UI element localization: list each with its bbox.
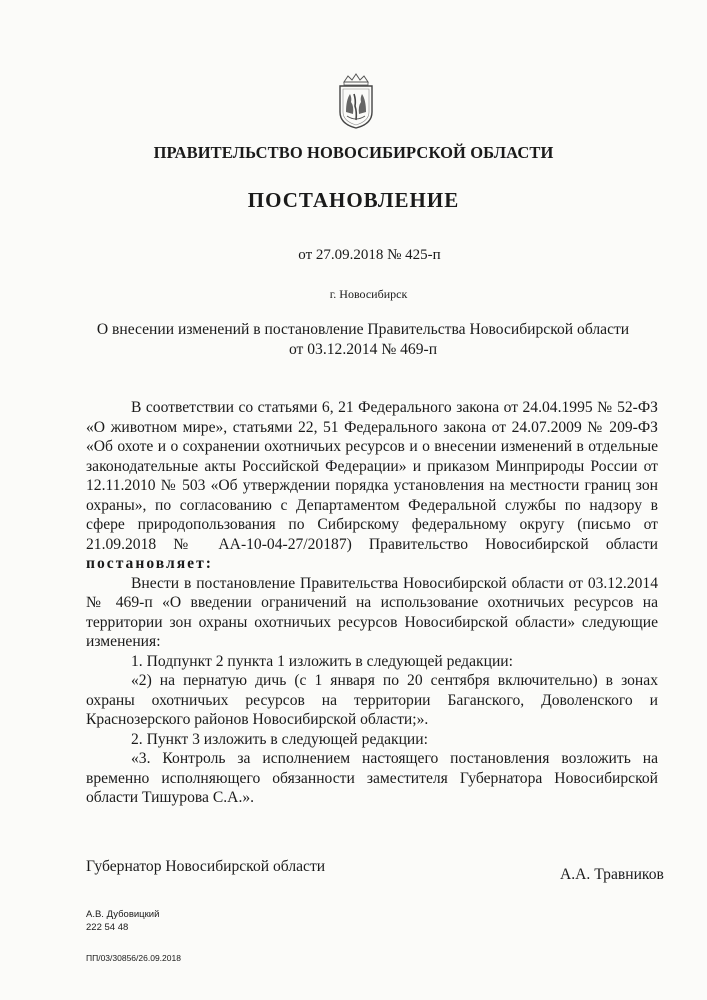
- executor-phone: 222 54 48: [86, 922, 129, 933]
- subject-line-1: О внесении изменений в постановление Правительства Новосибирской области: [96, 321, 630, 338]
- document-body: [86, 398, 658, 808]
- decrees-colon: :: [205, 555, 213, 572]
- decrees-word: постановляет: [86, 555, 206, 572]
- item-2-text: «3. Контроль за исполнением настоящего постановления возложить на временно исполняющего обязанности заместителя Губернатора Новосибирской области Тишурова С.А.».: [86, 750, 658, 806]
- document-subject: [70, 320, 656, 360]
- document-type: ПОСТАНОВЛЕНИЕ: [247, 188, 460, 212]
- intro-paragraph: Внести в постановление Правительства Новосибирской области от 03.12.2014 № 469-п «О введении ограничений на использование охотничьих ресурсов на территории зон охраны охотничьих ресурсов Новосибирской области» следующие изменения:: [86, 574, 658, 650]
- signatory-name: А.А. Травников: [560, 866, 664, 883]
- registration-number: ПП/03/30856/26.09.2018: [86, 953, 181, 963]
- coat-of-arms-icon: [336, 72, 376, 130]
- subject-line-2: от 03.12.2014 № 469-п: [288, 341, 438, 358]
- executor-name: А.В. Дубовицкий: [86, 909, 160, 920]
- document-city: г. Новосибирск: [329, 287, 408, 301]
- decrees-line: [86, 554, 658, 574]
- item-1-text: «2) на пернатую дичь (с 1 января по 20 сентября включительно) в зонах охраны охотничьих ресурсов на территории Баганского, Доволенского и Краснозерского районов Новосибирской области;».: [86, 672, 658, 728]
- item-2-heading: 2. Пункт 3 изложить в следующей редакции:: [131, 730, 428, 748]
- item-1-heading: 1. Подпункт 2 пункта 1 изложить в следующей редакции:: [131, 652, 513, 670]
- organization-title: ПРАВИТЕЛЬСТВО НОВОСИБИРСКОЙ ОБЛАСТИ: [153, 143, 554, 162]
- signatory-title: Губернатор Новосибирской области: [86, 858, 326, 875]
- document-date-number: от 27.09.2018 № 425-п: [298, 247, 441, 263]
- preamble-paragraph: В соответствии со статьями 6, 21 Федерального закона от 24.04.1995 № 52-ФЗ «О животном мире», статьями 22, 51 Федерального закона от 24.07.2009 № 209-ФЗ «Об охоте и о сохранении охотничьих ресурсов и о внесении изменений в отдельные законодательные акты Российской Федерации» и приказом Минприроды России от 12.11.2010 № 503 «Об утверждении порядка установления на местности границ зон охраны», по согласованию с Департаментом Федеральной службы по надзору в сфере природопользования по Сибирскому федеральному округу (письмо от 21.09.2018 № АА-10-04-27/20187) Правительство Новосибирской области: [86, 399, 658, 553]
